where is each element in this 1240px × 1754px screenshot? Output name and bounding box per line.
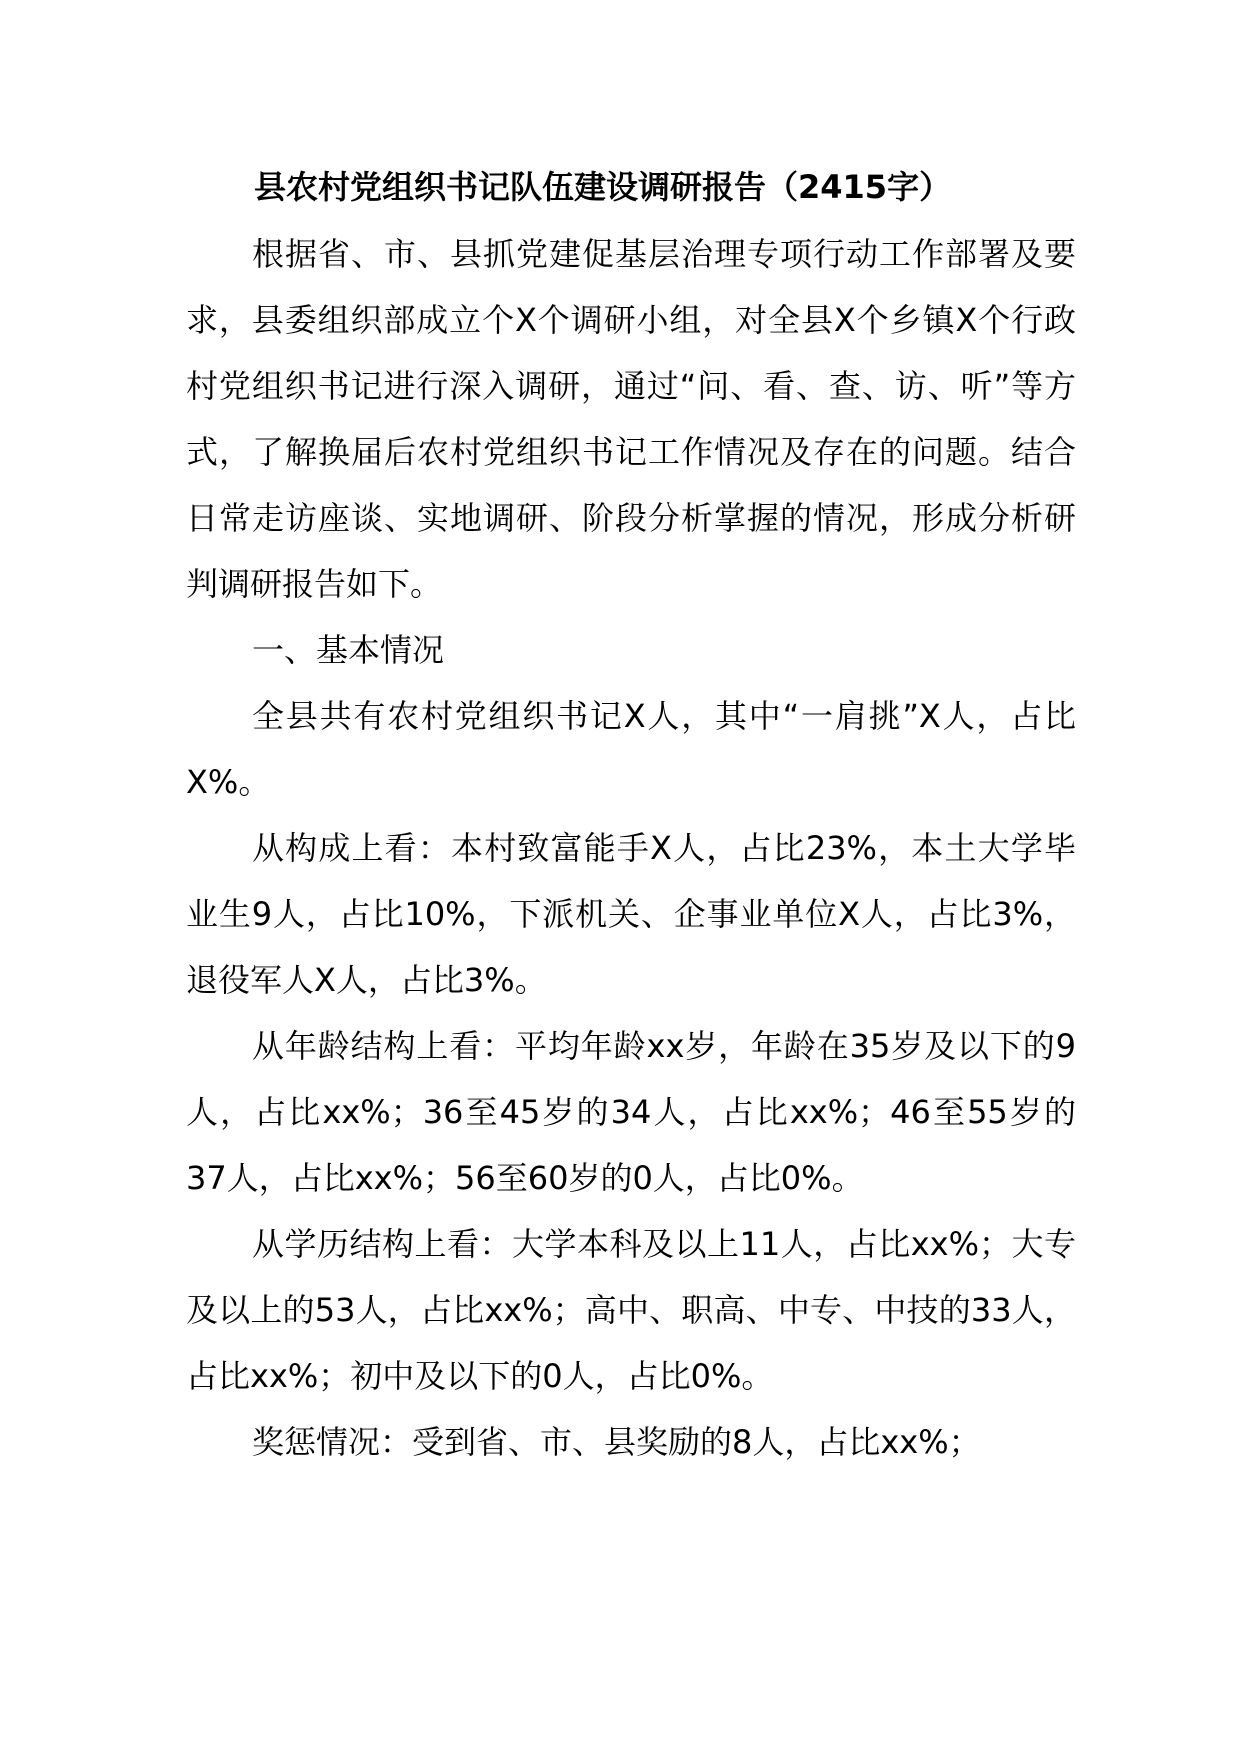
paragraph-total-secretaries: 全县共有农村党组织书记X人，其中“一肩挑”X人，占比X%。 — [186, 697, 1076, 801]
document-title: 县农村党组织书记队伍建设调研报告（2415字） — [254, 168, 952, 206]
paragraph-intro: 根据省、市、县抓党建促基层治理专项行动工作部署及要求，县委组织部成立个X个调研小组，对全县X个乡镇X个行政村党组织书记进行深入调研，通过“问、看、查、访、听”等方式，了解换届后农村党组织书记工作情况及存在的问题。结合日常走访座谈、实地调研、阶段分析掌握的情况，形成分析研判调研报告如下。 — [186, 235, 1076, 603]
paragraph-education-structure: 从学历结构上看：大学本科及以上11人，占比xx%；大专及以上的53人，占比xx%；高中、职高、中专、中技的33人，占比xx%；初中及以下的0人，占比0%。 — [186, 1225, 1076, 1395]
section-heading-basic-situation: 一、基本情况 — [252, 631, 445, 669]
paragraph-age-structure: 从年龄结构上看：平均年龄xx岁，年龄在35岁及以下的9人，占比xx%；36至45岁的34人，占比xx%；46至55岁的37人，占比xx%；56至60岁的0人，占比0%。 — [186, 1027, 1076, 1197]
paragraph-composition: 从构成上看：本村致富能手X人，占比23%，本土大学毕业生9人，占比10%，下派机关、企事业单位X人，占比3%，退役军人X人，占比3%。 — [186, 829, 1076, 999]
document-body — [186, 221, 1076, 1475]
paragraph-rewards: 奖惩情况：受到省、市、县奖励的8人，占比xx%； — [252, 1423, 981, 1461]
